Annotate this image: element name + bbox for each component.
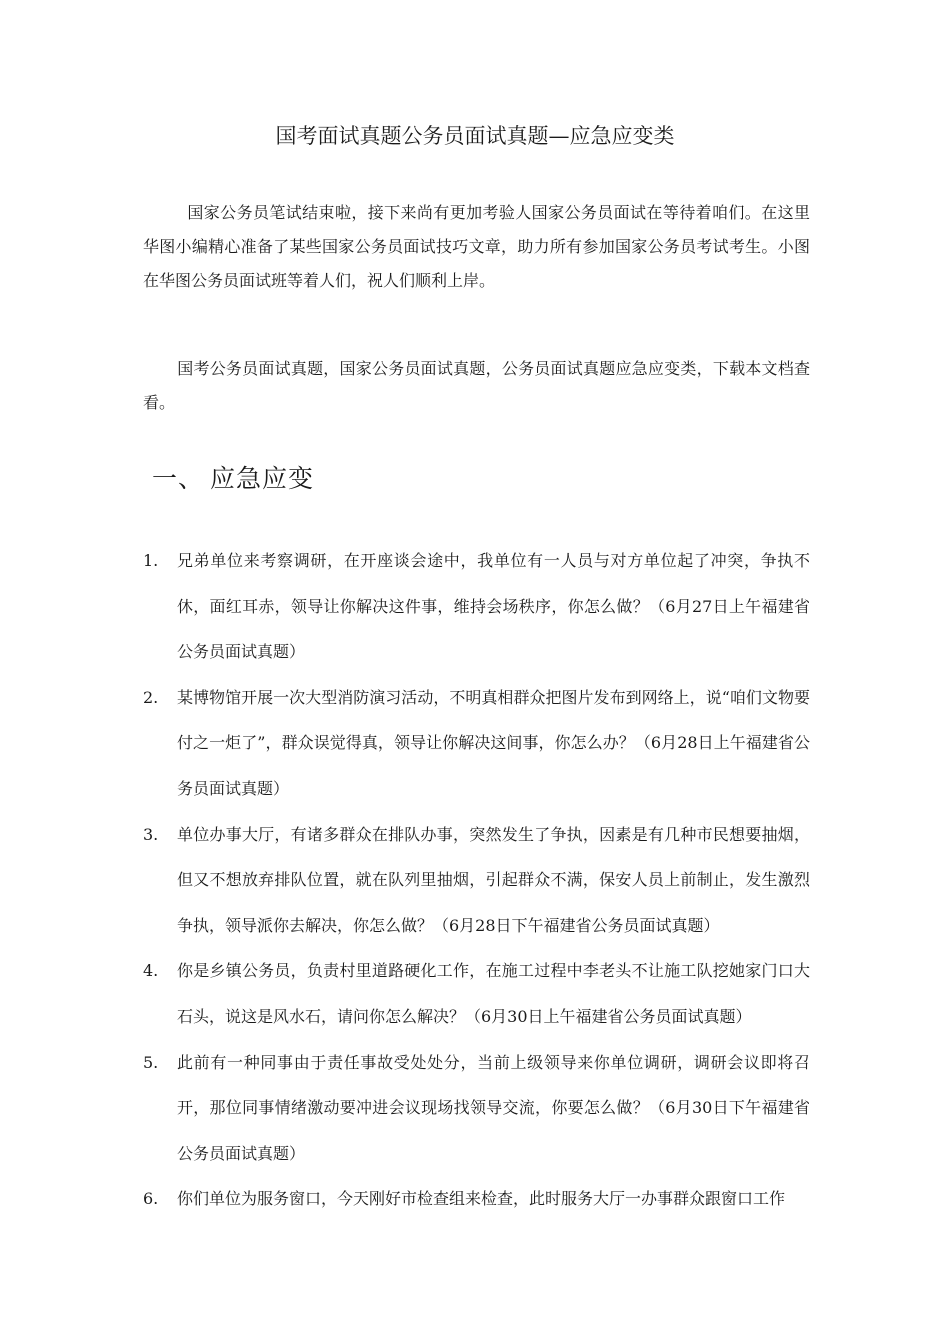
question-number: 5. bbox=[143, 1052, 159, 1072]
question-text: 你是乡镇公务员，负责村里道路硬化工作，在施工过程中李老头不让施工队挖她家门口大石头，说这是风水石，请问你怎么解决？（6月30日上午福建省公务员面试真题） bbox=[177, 961, 810, 1026]
question-number: 2. bbox=[143, 687, 159, 707]
section-heading bbox=[152, 459, 314, 499]
document-title: 国考面试真题公务员面试真题—应急应变类 bbox=[275, 124, 675, 148]
question-list bbox=[143, 538, 810, 1222]
question-text: 此前有一种同事由于责任事故受处处分，当前上级领导来你单位调研，调研会议即将召开，那位同事情绪激动要冲进会议现场找领导交流，你要怎么做？（6月30日下午福建省公务员面试真题） bbox=[177, 1052, 810, 1163]
question-text: 某博物馆开展一次大型消防演习活动，不明真相群众把图片发布到网络上，说“咱们文物要付之一炬了”，群众误觉得真，领导让你解决这间事，你怎么办？（6月28日上午福建省公务员面试真题） bbox=[177, 687, 810, 798]
intro-paragraph bbox=[143, 196, 810, 298]
question-item bbox=[143, 538, 810, 675]
question-text: 兄弟单位来考察调研，在开座谈会途中，我单位有一人员与对方单位起了冲突，争执不休，面红耳赤，领导让你解决这件事，维持会场秩序，你怎么做？（6月27日上午福建省公务员面试真题） bbox=[177, 551, 810, 662]
question-text: 单位办事大厅，有诸多群众在排队办事，突然发生了争执，因素是有几种市民想要抽烟，但又不想放弃排队位置，就在队列里抽烟，引起群众不满，保安人员上前制止，发生激烈争执，领导派你去解决，你怎么做？（6月28日下午福建省公务员面试真题） bbox=[177, 824, 810, 935]
question-number: 6. bbox=[143, 1189, 159, 1209]
question-item bbox=[143, 948, 810, 1039]
question-item bbox=[143, 675, 810, 812]
section-number: 一、 bbox=[152, 464, 205, 493]
question-item bbox=[143, 812, 810, 949]
question-number: 1. bbox=[143, 551, 159, 570]
download-note-paragraph bbox=[143, 352, 810, 420]
intro-paragraph-text: 国家公务员笔试结束啦，接下来尚有更加考验人国家公务员面试在等待着咱们。在这里华图小编精心准备了某些国家公务员面试技巧文章，助力所有参加国家公务员考试考生。小图在华图公务员面试班等着人们，祝人们顺利上岸。 bbox=[143, 203, 810, 290]
question-text: 你们单位为服务窗口，今天刚好市检查组来检查，此时服务大厅一办事群众跟窗口工作 bbox=[177, 1189, 786, 1209]
question-number: 4. bbox=[143, 961, 159, 981]
section-heading-text: 应急应变 bbox=[210, 464, 315, 493]
question-item bbox=[143, 1040, 810, 1177]
question-number: 3. bbox=[143, 824, 159, 844]
download-note-text: 国考公务员面试真题，国家公务员面试真题，公务员面试真题应急应变类，下载本文档查看。 bbox=[143, 359, 810, 412]
question-item bbox=[143, 1176, 810, 1222]
